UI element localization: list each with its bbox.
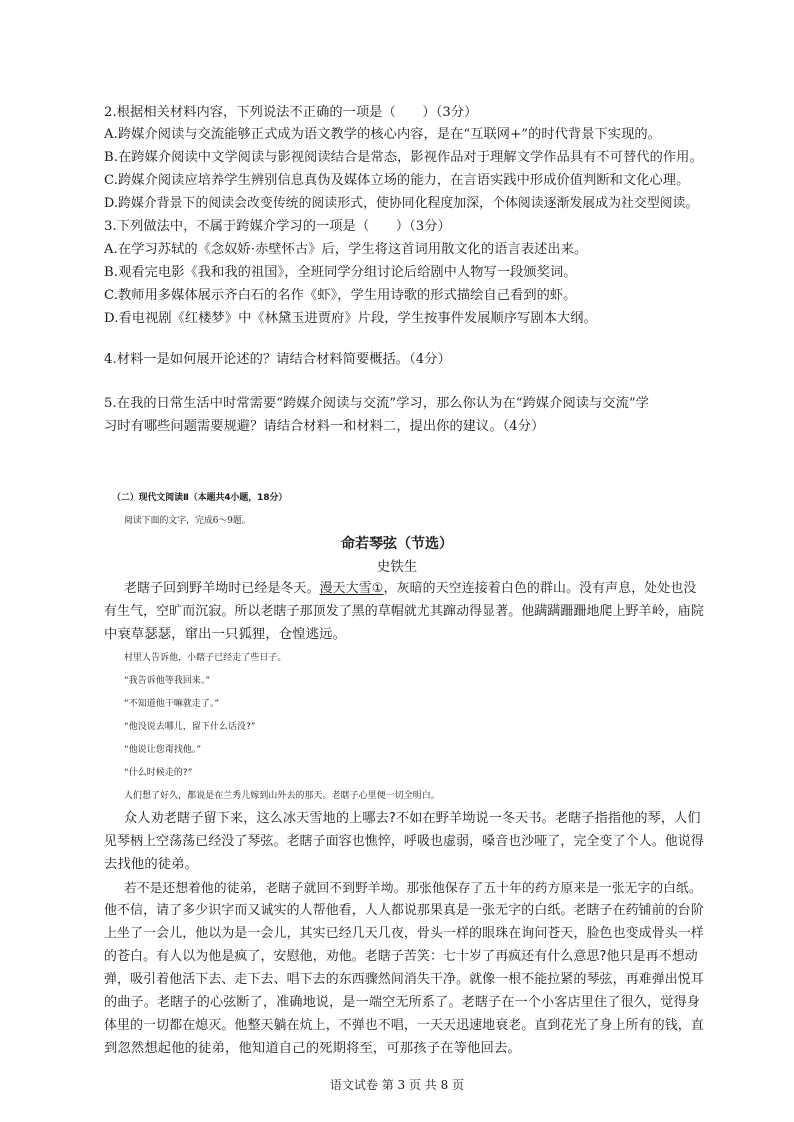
question-2-option-b: B.在跨媒介阅读中文学阅读与影视阅读结合是常态，影视作品对于理解文学作品具有不可替代的作用。 — [104, 150, 703, 165]
story-paragraph-4-line-2: 见琴柄上空荡荡已经没了琴弦。老瞎子面容也憔悴，呼吸也虚弱，嗓音也沙哑了，完全变了个人。他说得 — [104, 834, 704, 849]
question-3-option-a: A.在学习苏轼的《念奴娇·赤壁怀古》后，学生将这首词用散文化的语言表述出来。 — [104, 242, 588, 257]
question-5-line-1: 5.在我的日常生活中时常需要“跨媒介阅读与交流”学习，那么你认为在“跨媒介阅读与交流”学 — [104, 396, 650, 411]
question-3-option-b: B.观看完电影《我和我的祖国》，全班同学分组讨论后给剧中人物写一段颁奖词。 — [104, 265, 577, 280]
question-5-line-2: 习时有哪些问题需要规避？请结合材料一和材料二，提出你的建议。（4分） — [104, 419, 545, 434]
story-paragraph-5-line-6: 的曲子。老瞎子的心弦断了，准确地说，是一端空无所系了。老瞎子在一个小客店里住了很久，觉得身 — [104, 995, 700, 1010]
question-2-option-c: C.跨媒介阅读应培养学生辨别信息真伪及媒体立场的能力，在言语实践中形成价值判断和文化心理。 — [104, 173, 690, 188]
story-paragraph-5-line-4: 的苍白。有人以为他是疯了，安慰他，劝他。老瞎子苦笑：七十岁了再疯还有什么意思?他只是再不想动 — [104, 949, 698, 964]
story-paragraph-1-line-2: 有生气，空旷而沉寂。所以老瞎子那顶发了黑的草帽就尤其蹿动得显著。他蹒蹒跚跚地爬上野羊岭，庙院 — [104, 604, 704, 619]
story-paragraph-1-line-3: 中衰草瑟瑟，窜出一只狐狸，仓惶逃远。 — [104, 627, 347, 642]
underlined-phrase: 漫天大雪① — [319, 581, 384, 596]
question-3-stem: 3.下列做法中，不属于跨媒介学习的一项是（ ）（3分） — [104, 219, 451, 234]
page-footer: 语文试卷 第 3 页 共 8 页 — [329, 1078, 465, 1092]
story-paragraph-5-line-1: 若不是还想着他的徒弟，老瞎子就回不到野羊坳。那张他保存了五十年的药方原来是一张无字的白纸。 — [124, 880, 702, 895]
story-title: 命若琴弦（节选） — [341, 536, 453, 552]
story-paragraph-3: 人们想了好久，都说是在兰秀儿嫁到山外去的那天。老瞎子心里便一切全明白。 — [124, 791, 440, 801]
story-paragraph-4-line-3: 去找他的徒弟。 — [104, 857, 199, 872]
question-2-stem: 2.根据相关材料内容，下列说法不正确的一项是（ ）（3分） — [104, 105, 478, 120]
dialogue-line-2: “不知道他干嘛就走了。” — [124, 699, 220, 709]
story-paragraph-5-line-3: 上坐了一会儿，他以为是一会儿，其实已经几天几夜，骨头一样的眼珠在询问苍天，脸色也变成骨头一样 — [104, 926, 704, 941]
dialogue-line-1: “我告诉他等我回来。” — [124, 676, 211, 686]
dialogue-line-5: “什么时候走的?” — [124, 768, 193, 778]
story-author: 史铁生 — [376, 559, 418, 575]
story-paragraph-5-line-2: 他不信，请了多少识字而又诚实的人帮他看，人人都说那果真是一张无字的白纸。老瞎子在药铺前的台阶 — [104, 903, 704, 918]
dialogue-line-4: “他说让您甭找他。” — [124, 745, 202, 755]
question-4: 4.材料一是如何展开论述的？请结合材料简要概括。（4分） — [104, 352, 451, 367]
section-heading: （二）现代文阅读Ⅱ（本题共4小题，18分） — [112, 493, 288, 503]
question-3-option-d: D.看电视剧《红楼梦》中《林黛玉进贾府》片段，学生按事件发展顺序写剧本大纲。 — [104, 311, 597, 326]
question-2-option-a: A.跨媒介阅读与交流能够正式成为语文教学的核心内容，是在“互联网+”的时代背景下实现的。 — [104, 127, 661, 142]
story-paragraph-2: 村里人告诉他，小瞎子已经走了些日子。 — [124, 653, 287, 663]
story-paragraph-4-line-1: 众人劝老瞎子留下来，这么冰天雪地的上哪去?不如在野羊坳说一冬天书。老瞎子指指他的琴，人们 — [124, 811, 701, 826]
question-3-option-c: C.教师用多媒体展示齐白石的名作《虾》，学生用诗歌的形式描绘自己看到的虾。 — [104, 288, 577, 303]
story-paragraph-1-line-1: 老瞎子回到野羊坳时已经是冬天。漫天大雪①，灰暗的天空连接着白色的群山。没有声息，处处也没 — [124, 581, 697, 596]
question-2-option-d: D.跨媒介背景下的阅读会改变传统的阅读形式，使协同化程度加深，个体阅读逐渐发展成为社交型阅读。 — [104, 196, 699, 211]
dialogue-line-3: “他没说去哪儿，留下什么话没?” — [124, 722, 256, 732]
story-paragraph-5-line-8: 到忽然想起他的徒弟，他知道自己的死期将至，可那孩子在等他回去。 — [104, 1041, 521, 1056]
story-paragraph-5-line-7: 体里的一切都在熄灭。他整天躺在炕上，不弹也不唱，一天天迅速地衰老。直到花光了身上所有的钱，直 — [104, 1018, 704, 1033]
story-paragraph-5-line-5: 弹，吸引着他活下去、走下去、唱下去的东西骤然间消失干净。就像一根不能拉紧的琴弦，再难弹出悦耳 — [104, 972, 704, 987]
section-instruction: 阅读下面的文字，完成6～9题。 — [124, 516, 251, 526]
